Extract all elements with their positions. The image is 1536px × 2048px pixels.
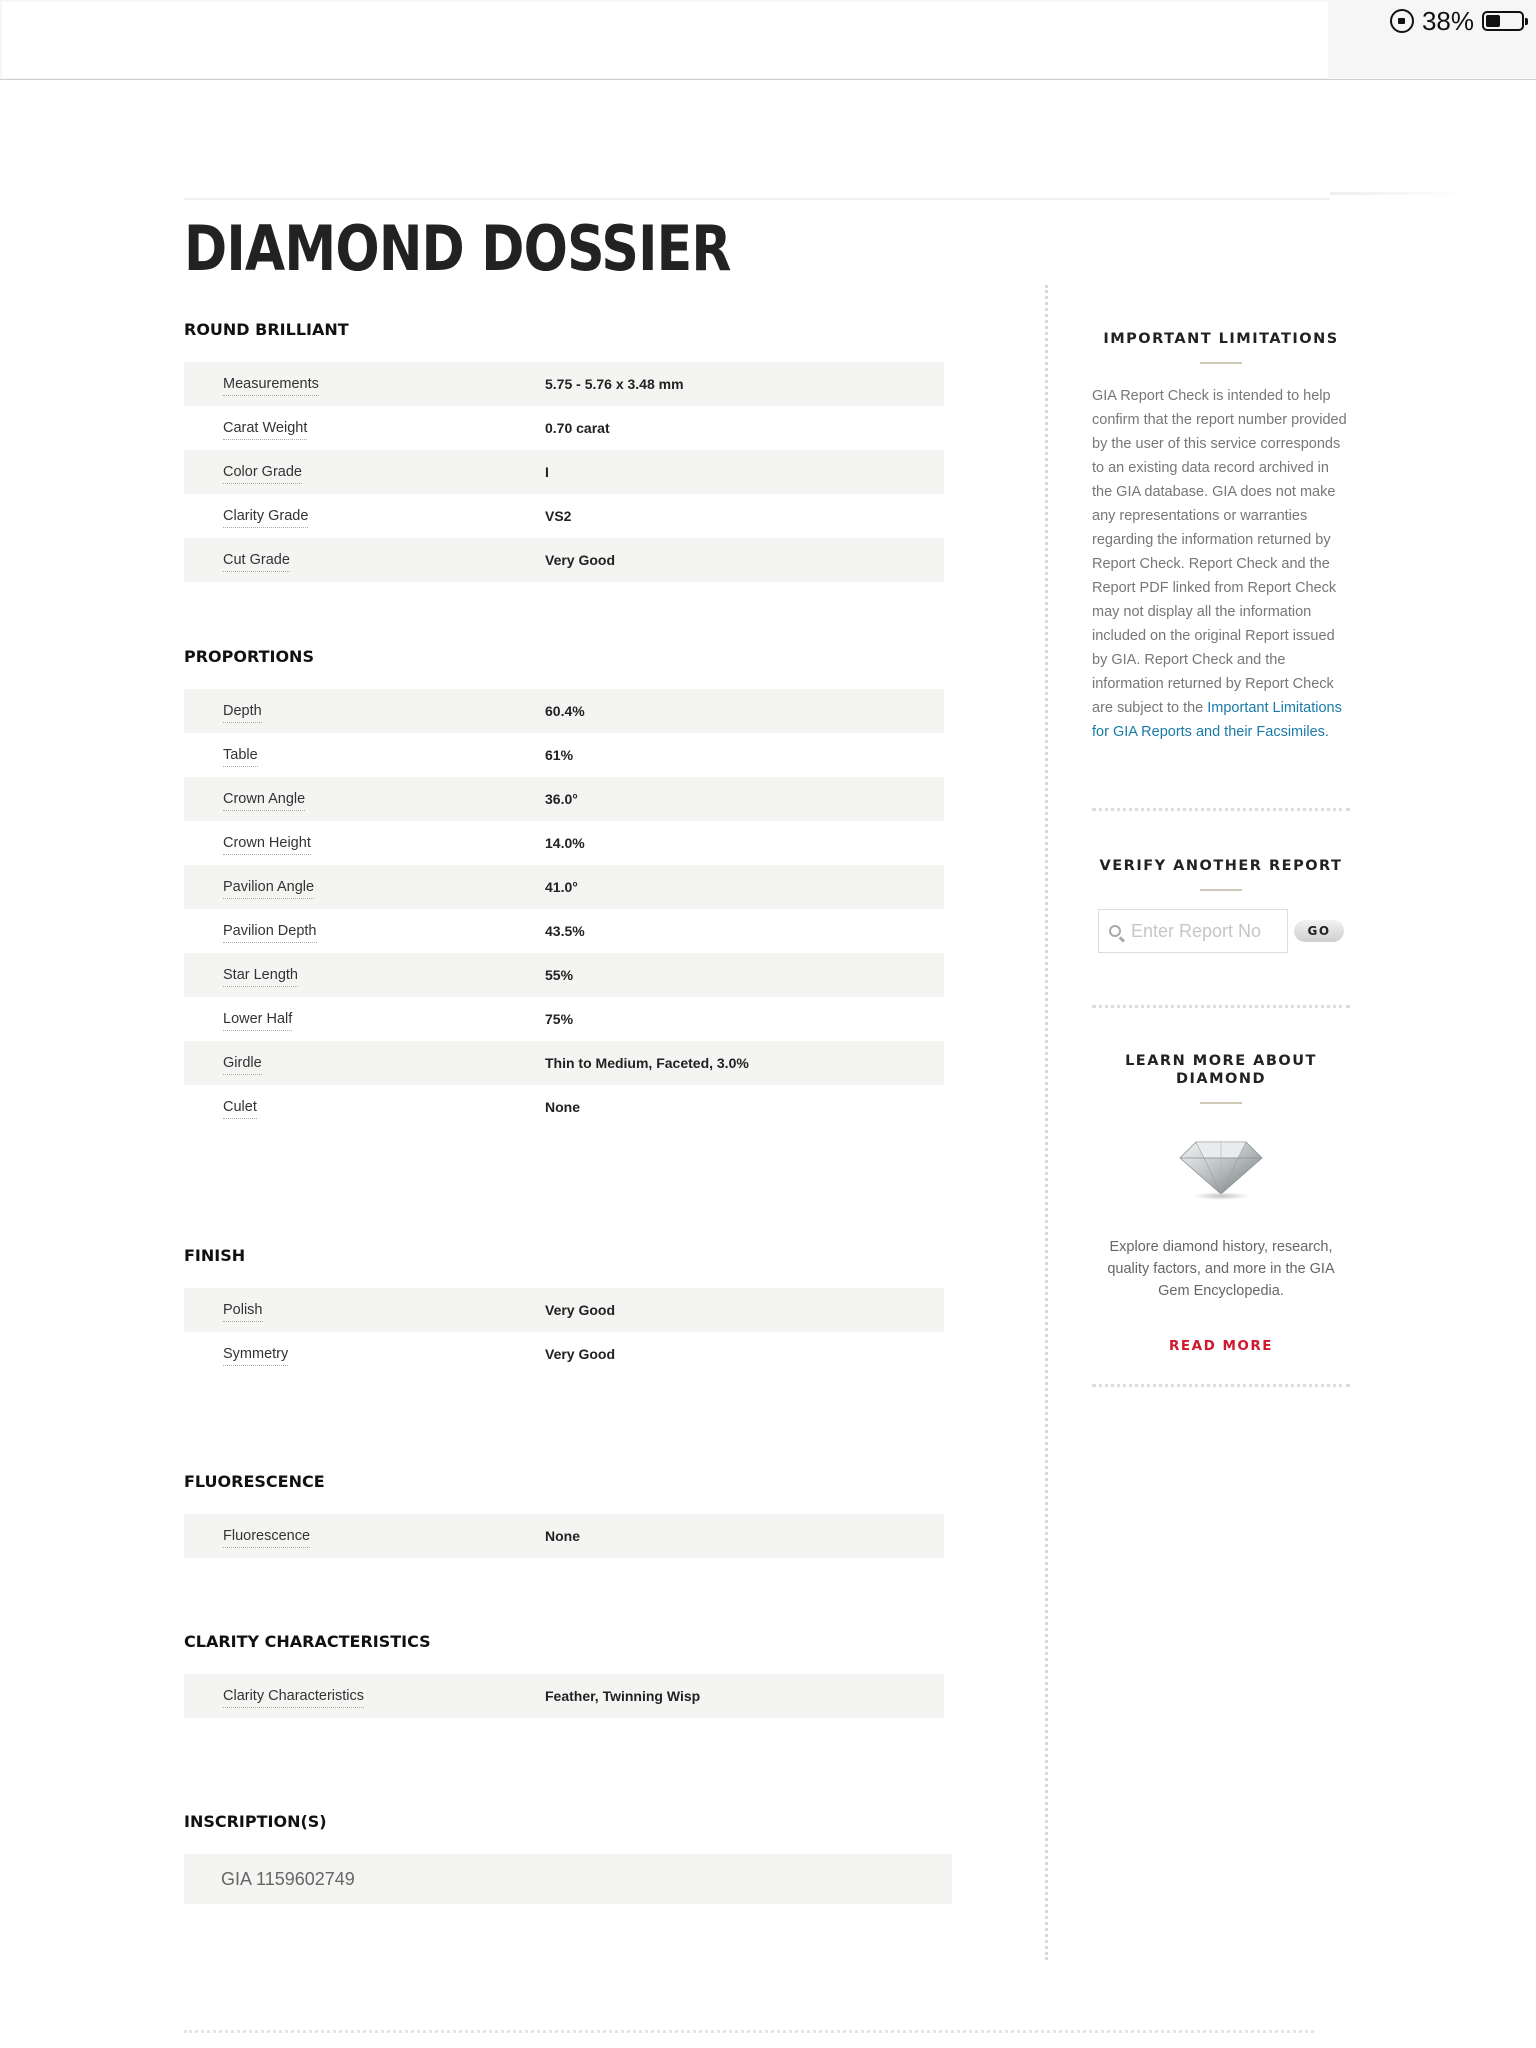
search-icon [1109,925,1121,937]
row-label-text[interactable]: Table [223,747,258,767]
row-value: 43.5% [545,923,585,939]
row-label-text[interactable]: Polish [223,1302,263,1322]
row-value: 41.0° [545,879,578,895]
row-value: 0.70 carat [545,420,610,436]
row-label-text[interactable]: Pavilion Angle [223,879,314,899]
sidebar-separator [1092,1005,1350,1008]
learn-text: Explore diamond history, research, quality factors, and more in the GIA Gem Encyclopedia. [1107,1239,1335,1299]
row-label[interactable] [184,376,545,392]
section-clarity-characteristics [184,1630,944,1718]
section-inscriptions [184,1810,944,1904]
rows-fluorescence [184,1514,944,1558]
title-top-rule [184,198,1330,200]
row-value: 36.0° [545,791,578,807]
row-label[interactable] [184,703,545,719]
table-row [184,997,944,1041]
table-row [184,1288,944,1332]
table-row [184,733,944,777]
row-label[interactable] [184,747,545,763]
row-value: Thin to Medium, Faceted, 3.0% [545,1055,749,1071]
row-label[interactable] [184,1528,545,1544]
section-proportions [184,645,944,1129]
row-value: Very Good [545,552,616,568]
heading-accent-rule [1200,1102,1242,1104]
row-value: Very Good [545,1302,616,1318]
verify-heading: VERIFY ANOTHER REPORT [1099,858,1343,874]
row-value: 75% [545,1011,574,1027]
inscription-value: GIA 1159602749 [184,1854,952,1904]
row-label-text[interactable]: Fluorescence [223,1528,310,1548]
status-bar [1390,6,1524,36]
row-label[interactable] [184,464,545,480]
report-details [184,318,944,1904]
row-label[interactable] [184,1099,545,1115]
header-divider [0,79,1536,80]
row-label-text[interactable]: Color Grade [223,464,302,484]
row-label-text[interactable]: Pavilion Depth [223,923,317,943]
row-label[interactable] [184,1302,545,1318]
limitations-heading: IMPORTANT LIMITATIONS [1103,331,1339,347]
row-label[interactable] [184,967,545,983]
verify-panel [1092,857,1350,953]
row-label-text[interactable]: Girdle [223,1055,262,1075]
section-fluorescence [184,1470,944,1558]
title-top-rule-fade [1330,192,1470,195]
row-value: 60.4% [545,703,585,719]
section-title: CLARITY CHARACTERISTICS [184,1632,431,1651]
row-label-text[interactable]: Culet [223,1099,257,1119]
row-label-text[interactable]: Lower Half [223,1011,292,1031]
row-label[interactable] [184,1055,545,1071]
row-label-text[interactable]: Depth [223,703,262,723]
column-divider [1045,285,1048,1960]
rows-finish [184,1288,944,1376]
learn-heading: LEARN MORE ABOUT DIAMOND [1125,1053,1317,1087]
row-value: I [545,464,549,480]
row-value: None [545,1099,580,1115]
row-label[interactable] [184,1346,545,1362]
header-area [2,2,1328,78]
row-label[interactable] [184,508,545,524]
battery-icon [1482,11,1524,31]
screen-rotation-lock-icon [1390,9,1414,33]
row-label[interactable] [184,879,545,895]
section-round-brilliant [184,318,944,582]
table-row [184,538,944,582]
section-title: FINISH [184,1246,246,1265]
sidebar-separator [1092,1384,1350,1387]
table-row [184,1085,944,1129]
row-label[interactable] [184,1011,545,1027]
row-label-text[interactable]: Clarity Characteristics [223,1688,364,1708]
row-value: Very Good [545,1346,616,1362]
table-row [184,953,944,997]
verify-form [1092,909,1350,953]
table-row [184,494,944,538]
diamond-image[interactable] [1176,1130,1266,1202]
table-row [184,450,944,494]
row-label[interactable] [184,835,545,851]
row-label-text[interactable]: Clarity Grade [223,508,308,528]
table-row [184,821,944,865]
row-value: 14.0% [545,835,585,851]
report-number-input[interactable] [1131,921,1271,942]
row-label[interactable] [184,552,545,568]
row-value: 55% [545,967,574,983]
table-row [184,777,944,821]
table-row [184,1332,944,1376]
table-row [184,909,944,953]
learn-panel [1092,1052,1350,1354]
table-row [184,865,944,909]
section-finish [184,1244,944,1376]
section-title: PROPORTIONS [184,647,314,666]
rows-proportions [184,689,944,1129]
heading-accent-rule [1200,362,1242,364]
battery-percent: 38% [1421,5,1474,36]
table-row [184,1514,944,1558]
report-search-box[interactable] [1098,909,1288,953]
limitations-panel [1092,330,1350,744]
limitations-text [1092,384,1350,744]
limitations-body: GIA Report Check is intended to help confirm that the report number provided by the user of this service corresponds to an existing data record archived in the GIA database. GIA does not make any representations or warranties regarding the information returned by Report Check. Report Check and the Report PDF linked from Report Check may not display all the information included on the original Report issued by GIA. Report Check and the information returned by Report Check are subject to the [1092,388,1347,716]
table-row [184,689,944,733]
heading-accent-rule [1200,889,1242,891]
row-label-text[interactable]: Cut Grade [223,552,290,572]
row-label-text[interactable]: Star Length [223,967,298,987]
row-value: 61% [545,747,574,763]
rows-clarity-characteristics [184,1674,944,1718]
go-button[interactable]: GO [1294,920,1344,942]
row-label-text[interactable]: Carat Weight [223,420,307,440]
page-title: DIAMOND DOSSIER [184,212,731,285]
row-label-text[interactable]: Measurements [223,376,319,396]
row-label-text[interactable]: Crown Angle [223,791,305,811]
row-value: Feather, Twinning Wisp [545,1688,701,1704]
sidebar [1092,330,1350,1387]
read-more-link[interactable]: READ MORE [1169,1338,1273,1354]
row-value: 5.75 - 5.76 x 3.48 mm [545,376,684,392]
table-row [184,406,944,450]
row-value: None [545,1528,580,1544]
rows-round-brilliant [184,362,944,582]
row-label-text[interactable]: Crown Height [223,835,311,855]
row-label-text[interactable]: Symmetry [223,1346,288,1366]
bottom-divider [184,2030,1314,2033]
table-row [184,1674,944,1718]
row-label[interactable] [184,791,545,807]
table-row [184,1041,944,1085]
table-row [184,362,944,406]
row-label[interactable] [184,923,545,939]
section-title: ROUND BRILLIANT [184,320,349,339]
sidebar-separator [1092,808,1350,811]
important-limitations-link[interactable]: Important Limitations for GIA Reports and their Facsimiles. [1092,700,1342,740]
row-label[interactable] [184,420,545,436]
section-title: FLUORESCENCE [184,1472,325,1491]
row-value: VS2 [545,508,572,524]
section-title: INSCRIPTION(S) [184,1812,327,1831]
row-label[interactable] [184,1688,545,1704]
